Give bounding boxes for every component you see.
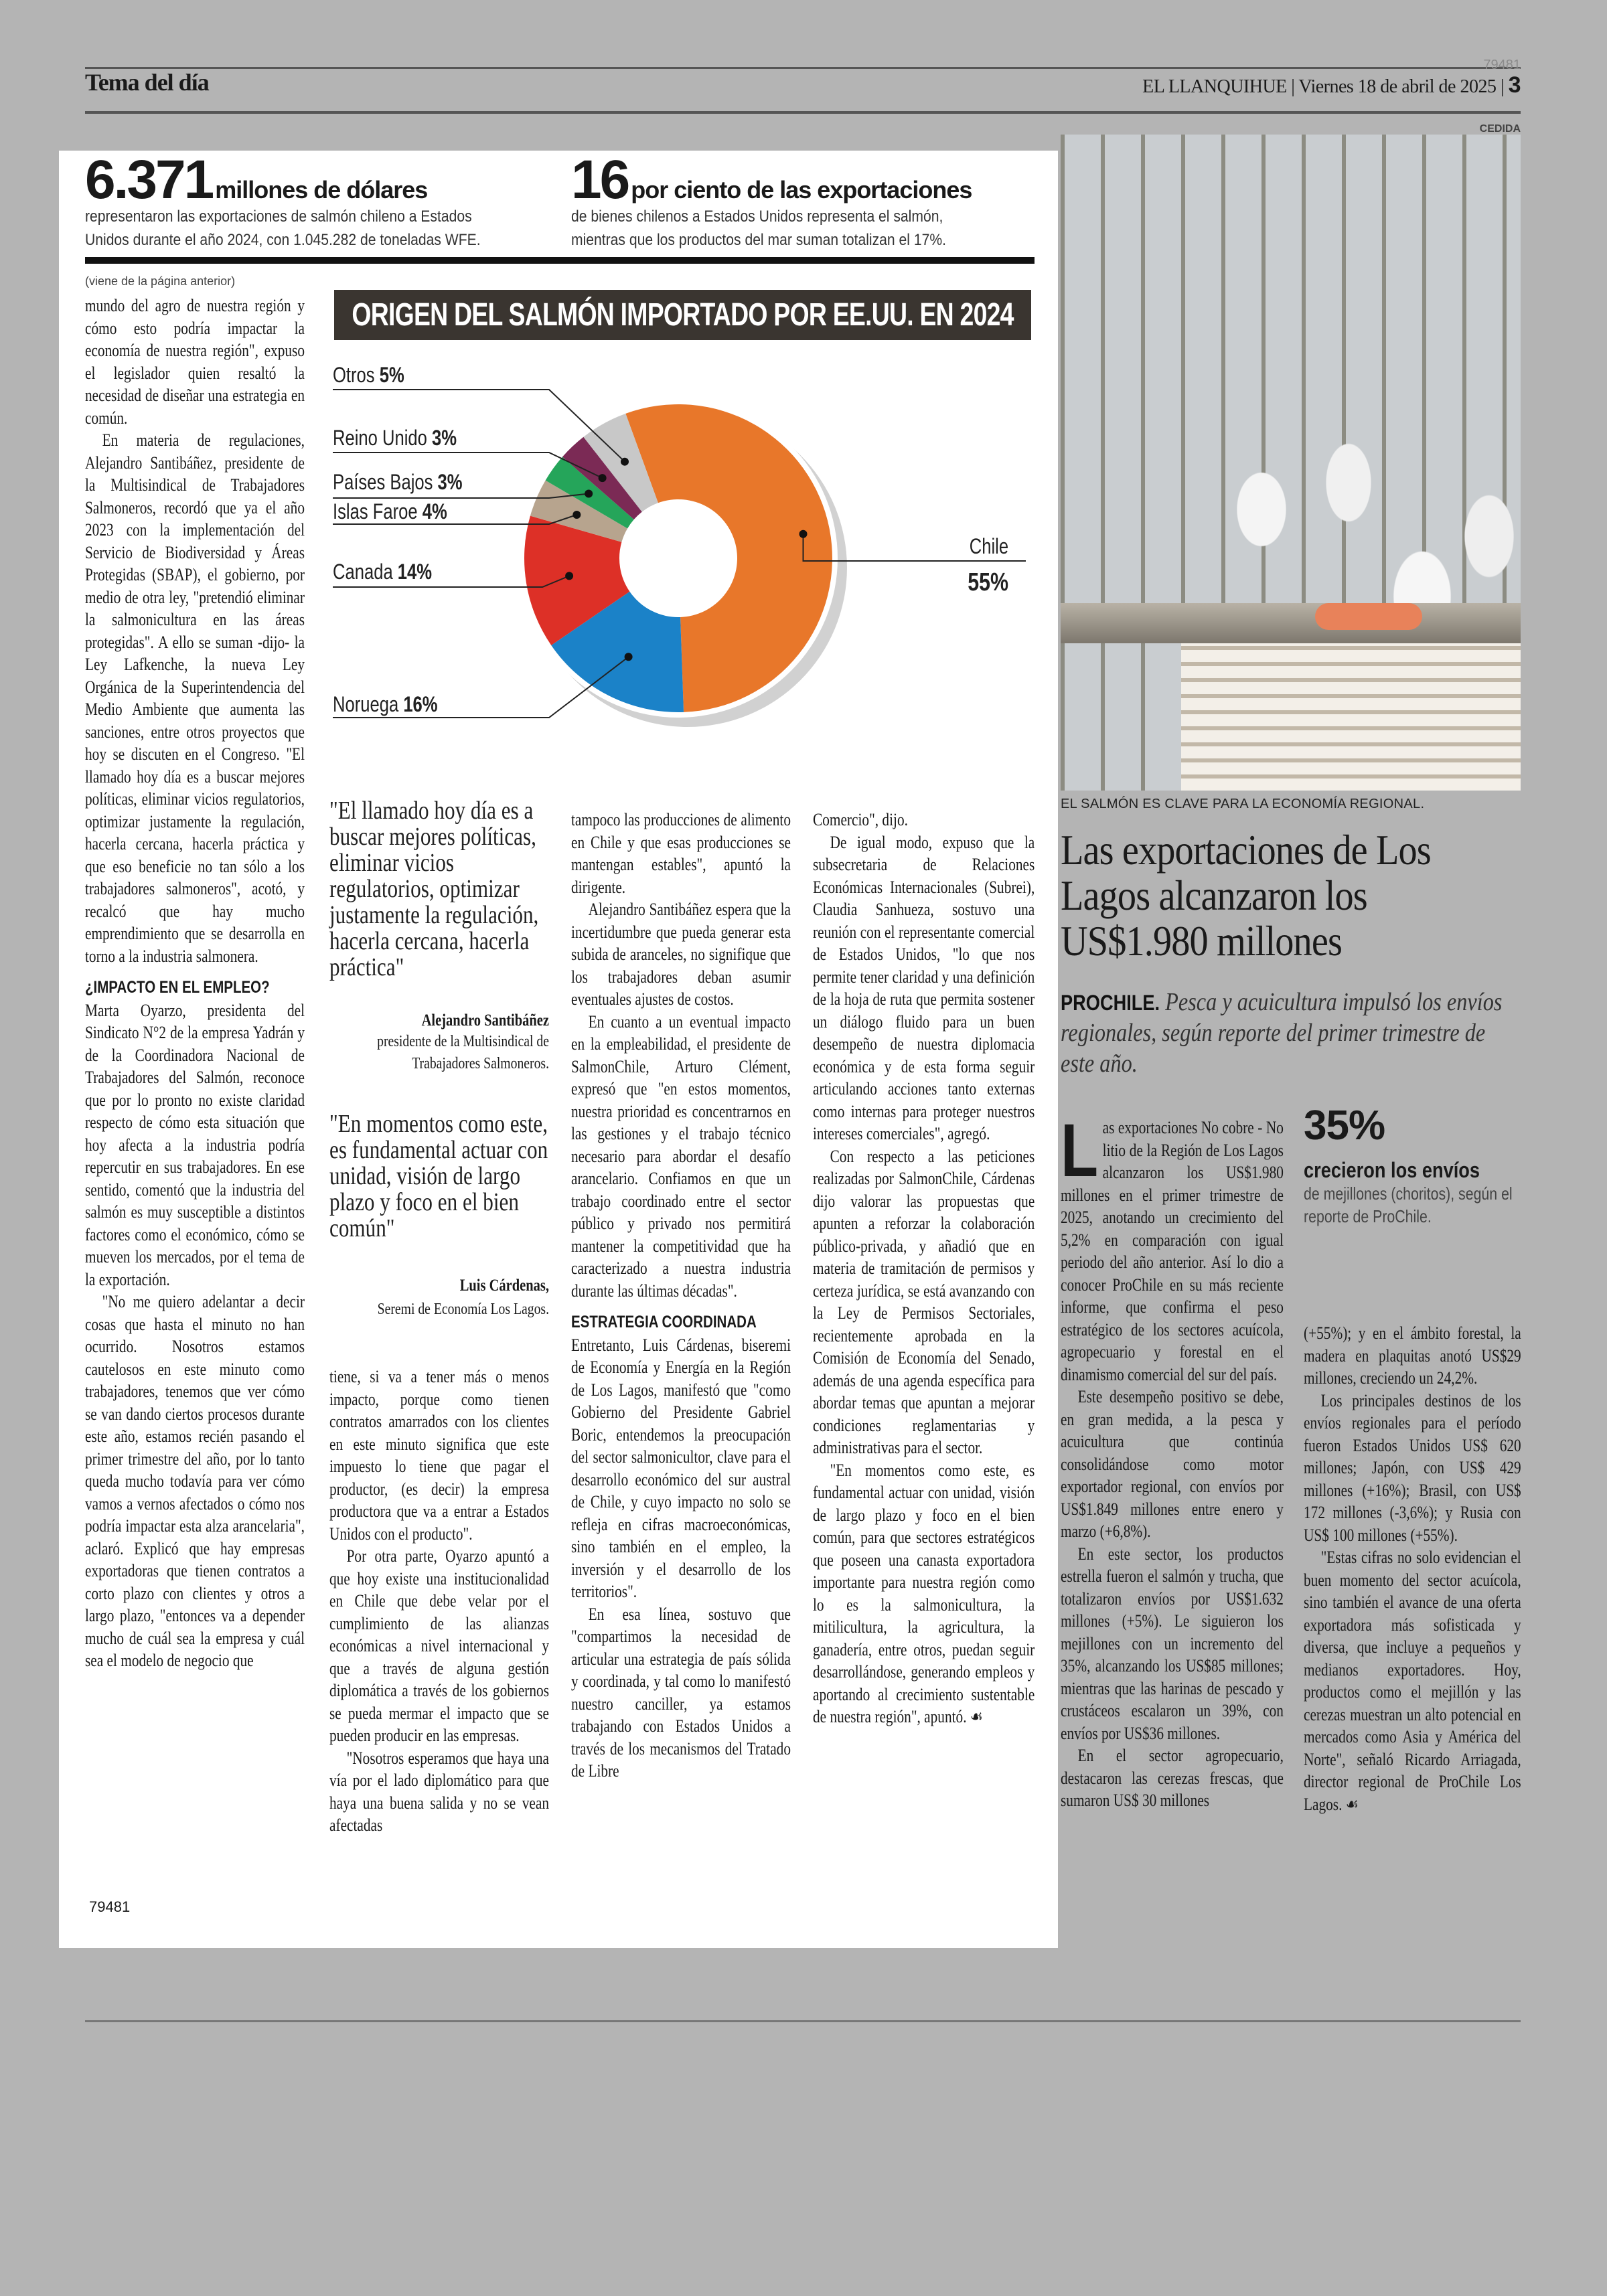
paragraph: mundo del agro de nuestra región y cómo esto podría impactar la economía de nuestra región", expuso el legislador quien resaltó la necesidad de diseñar una estrategia en común. — [85, 296, 305, 428]
chart-label-países-bajos — [333, 470, 463, 495]
chart-title-text: ORIGEN DEL SALMÓN IMPORTADO POR EE.UU. EN 2024 — [352, 297, 1014, 333]
donut-chart — [321, 348, 1045, 750]
footer-rule — [85, 2020, 1521, 2022]
side-headline: Las exportaciones de Los Lagos alcanzaron los US$1.980 millones — [1061, 826, 1431, 965]
page-code: 79481 — [1483, 58, 1521, 72]
label-category: Noruega — [333, 692, 404, 716]
header-bottom-rule — [85, 111, 1521, 114]
paragraph: (+55%); y en el ámbito forestal, la madera en plaquitas anotó US$29 millones, creciendo un 24,2%. — [1304, 1323, 1521, 1388]
photo-credit: CEDIDA — [1479, 123, 1521, 135]
stats-rule — [85, 257, 1035, 264]
stat-label: por ciento de las exportaciones — [631, 176, 972, 203]
article-column-2 — [329, 1366, 549, 1891]
paragraph: Marta Oyarzo, presidenta del Sindicato N°2 de la empresa Yadrán y de la Coordinadora Nacional de Trabajadores del Salmón, reconoce que por lo pronto no existe claridad respecto de cómo esta situación que hoy afecta a la industria podría repercutir en sus trabajadores. En ese sentido, comentó que la industria del salmón es muy susceptible a distintos factores como el económico, cómo se mueven los mercados, por el tema de la exportación. — [85, 1000, 305, 1289]
chart-label-reino-unido — [333, 426, 457, 450]
paragraph: "Estas cifras no solo evidencian el buen momento del sector acuícola, sino también el avance de una oferta exportadora más sofisticada y diversa, que incluye a pequeños y medianos exportadores. Hoy, productos como el mejillón y las cerezas muestran un alto potencial en mercados como Asia y América del Norte", señaló Ricardo Arriagada, director regional de ProChile Los Lagos. ☙ — [1304, 1548, 1521, 1814]
label-value: 16% — [403, 692, 438, 716]
chart-label-islas-faroe — [333, 499, 447, 524]
leader-dot — [599, 474, 607, 482]
paragraph: Este desempeño positivo se debe, en gran medida, a la pesca y acuicultura que continúa consolidándose como motor exportador regional, con envíos por US$1.849 millones entre enero y marzo (+6,8%). — [1061, 1387, 1284, 1541]
chart-label-noruega — [333, 692, 438, 717]
stat-number: 16 — [571, 149, 629, 210]
section-title: Tema del día — [85, 69, 209, 96]
leader-dot — [572, 511, 581, 519]
paragraph: "No me quiero adelantar a decir cosas que hasta el minuto no han ocurrido. Nosotros estamos cautelosos en este minuto como trabajadores, tenemos que ver cómo se van dando ciertos procesos durante este año, estamos recién pasando el primer trimestre del año, por lo tanto queda mucho todavía para ver cómo vamos a vernos afectados o cómo nos podría impactar esta alza arancelaria", aclaró. Explicó que hay empresas exportadoras que tienen contratos a corto plazo con clientes y otros a largo plazo, "entonces va a depender mucho de cuál sea la empresa y cuál sea el modelo de negocio que — [85, 1292, 305, 1670]
stat-description: representaron las exportaciones de salmón chileno a Estados Unidos durante el año 2024, con 1.045.282 de toneladas WFE. — [85, 208, 481, 249]
quote-author-role: Seremi de Economía Los Lagos. — [377, 1301, 549, 1318]
paragraph: as exportaciones No cobre - No litio de la Región de Los Lagos alcanzaron los US$1.980 millones en el primer trimestre de 2025, anotando un crecimiento del 5,2% en comparación con igual periodo del año anterior. Así lo dio a conocer ProChile en su más reciente informe, que confirma el peso estratégico de los sectores acuícola, agropecuario y forestal en el dinamismo comercial del sur del país. — [1061, 1118, 1284, 1384]
paragraph: En materia de regulaciones, Alejandro Santibáñez, presidente de la Multisindical de Trabajadores Salmoneros, recordó que ya el año 2023 con la implementación del Servicio de Biodiversidad y Áreas Protegidas (SBAP), el gobierno, por medio de otra ley, "pretendió eliminar la salmonicultura en las áreas protegidas". A ello se suman -dijo- la Ley Lafkenche, la nueva Ley Orgánica de la Superintendencia del Medio Ambiente que aumenta las sanciones, entre otros proyectos que hoy se discuten en el Congreso. "El llamado hoy día es a buscar mejores políticas, eliminar vicios regulatorios, optimizar justamente la regulación, hacerla cercana, hacerla práctica y que eso beneficie no tan sólo a los trabajadores salmoneros", acotó, y recalcó que hay mucho emprendimiento que se desarrolla en torno a la industria salmonera. — [85, 430, 305, 966]
paragraph: Entretanto, Luis Cárdenas, biseremi de Economía y Energía en la Región de Los Lagos, manifestó que "como Gobierno del Presidente Gabriel Boric, entendemos la preocupación del sector salmonicultor, clave para el desarrollo económico del sur austral de Chile, y cuyo impacto no solo se refleja en cifras macroeconómicas, sino también en el empleo, la inversión y el desarrollo de los territorios". — [571, 1335, 791, 1601]
chart-label-otros — [333, 363, 404, 388]
paragraph: En cuanto a un eventual impacto en la empleabilidad, el presidente de SalmonChile, Arturo Clément, expresó que "en estos momentos, nuestra prioridad es concentrarnos en las gestiones y el trabajo técnico necesario para abordar el desafío arancelario. Confiamos en que un trabajo coordinado entre el sector público y privado nos permitirá mantener la competitividad que ha caracterizado a nuestra industria durante las últimas décadas". — [571, 1011, 791, 1301]
pull-quote-2: "En momentos como este, es fundamental actuar con unidad, visión de largo plazo y foco en el bien común" — [329, 1110, 548, 1242]
paragraph: En este sector, los productos estrella fueron el salmón y trucha, que totalizaron envíos por US$1.632 millones (+5%). Le siguieron los mejillones con un incremento del 35%, alcanzando los US$85 millones; mientras que las harinas de pescado y crustáceos escalaron un 39%, con envíos por US$36 millones. — [1061, 1544, 1284, 1743]
chart-label-chile — [968, 534, 1008, 597]
article-code: 79481 — [89, 1898, 131, 1915]
label-category: Países Bajos — [333, 470, 438, 494]
article-column-3 — [571, 809, 791, 1891]
leader-dot — [621, 458, 629, 466]
side-stat-description: de mejillones (choritos), según el reporte de ProChile. — [1304, 1183, 1513, 1226]
label-category: Islas Faroe — [333, 499, 423, 523]
paragraph: tiene, si va a tener más o menos impacto, porque como tienen contratos amarrados con los clientes en este minuto significa que este impuesto lo tiene que pagar el productor, (es decir) la empresa productora que va a entrar a Estados Unidos con el producto". — [329, 1367, 549, 1544]
continued-note: (viene de la página anterior) — [85, 274, 236, 288]
paragraph: Alejandro Santibáñez espera que la incertidumbre que pueda generar esta subida de aranceles, no signifique que los trabajadores deban asumir eventuales ajustes de costos. — [571, 900, 791, 1009]
article-column-1 — [85, 295, 305, 1891]
label-value: 5% — [379, 363, 404, 387]
salmon-processing-photo — [1061, 135, 1521, 791]
page-number: 3 — [1508, 72, 1521, 98]
photo-conveyor — [1061, 603, 1521, 643]
photo-crates — [1181, 643, 1521, 791]
header-top-rule — [85, 67, 1521, 69]
chart-label-canada — [333, 560, 432, 584]
chart-title — [334, 290, 1031, 340]
publication-name: EL LLANQUIHUE — [1142, 76, 1287, 97]
paragraph: Con respecto a las peticiones realizadas por SalmonChile, Cárdenas dijo valorar las propuestas que apunten a reforzar la colaboración público-privada, y añadió que en materia de tramitación de permisos y certeza jurídica, se está avanzando con la Ley de Permisos Sectoriales, recientemente aprobada en la Comisión de Economía del Senado, además de una agenda específica para abordar temas que apuntan a mejorar condiciones reglamentarias y administrativas para el sector. — [813, 1146, 1035, 1457]
quote-author: Alejandro Santibáñez — [421, 1011, 549, 1030]
leader-dot — [565, 572, 573, 580]
subheading-estrategia: ESTRATEGIA COORDINADA — [571, 1313, 757, 1331]
side-column-2 — [1304, 1322, 1521, 1893]
publication-date: Viernes 18 de abril de 2025 — [1298, 76, 1497, 97]
photo-caption: EL SALMÓN ES CLAVE PARA LA ECONOMÍA REGIONAL. — [1061, 797, 1425, 811]
label-value: 4% — [422, 499, 447, 523]
quote-author: Luis Cárdenas, — [459, 1277, 549, 1295]
subheading-impacto: ¿IMPACTO EN EL EMPLEO? — [85, 978, 270, 997]
paragraph: En esa línea, sostuvo que "compartimos la necesidad de articular una estrategia de país sólida y coordinada, y tal como lo manifestó nuestro canciller, ya estamos trabajando con Estados Unidos a través de los mecanismos del Tratado de Libre — [571, 1604, 791, 1781]
kicker: PROCHILE. — [1061, 991, 1160, 1015]
paragraph: "En momentos como este, es fundamental actuar con unidad, visión de largo plazo y foco en el bien común, para que sectores estratégicos que poseen una canasta exportadora importante para nuestra región como lo es la salmonicultura, la mitilicultura, la agricultura, la ganadería, entre otros, puedan seguir desarrollándose, generando empleos y aportando al crecimiento sustentable de nuestra región", apuntó. ☙ — [813, 1460, 1035, 1726]
paragraph: tampoco las producciones de alimento en Chile y que esas producciones se mantengan estables", apuntó la dirigente. — [571, 810, 791, 897]
label-category: Canada — [333, 560, 398, 584]
label-category: Chile — [969, 534, 1009, 558]
masthead-info: EL LLANQUIHUE | Viernes 18 de abril de 2025 | 3 — [1142, 72, 1521, 98]
label-category: Reino Unido — [333, 426, 432, 450]
paragraph: En el sector agropecuario, destacaron las cerezas frescas, que sumaron US$ 30 millones — [1061, 1746, 1284, 1810]
stat-description: de bienes chilenos a Estados Unidos representa el salmón, mientras que los productos del mar suman totalizan el 17%. — [571, 208, 946, 249]
leader-dot — [799, 530, 808, 538]
paragraph: "Nosotros esperamos que haya una vía por el lado diplomático para que haya una buena salida y no se vean afectadas — [329, 1748, 549, 1835]
label-value: 3% — [437, 470, 463, 494]
stat-block-1 — [85, 149, 428, 210]
photo-salmon — [1315, 603, 1422, 630]
side-stat-label: crecieron los envíos — [1304, 1158, 1480, 1182]
deck-text: Pesca y acuicultura impulsó los envíos regionales, según reporte del primer trimestre de este año. — [1061, 988, 1503, 1078]
side-column-1 — [1061, 1117, 1284, 1893]
label-category: Otros — [333, 363, 380, 387]
label-value: 14% — [397, 560, 433, 584]
side-deck — [1061, 987, 1522, 1079]
pull-quote-1: "El llamado hoy día es a buscar mejores políticas, eliminar vicios regulatorios, optimizar justamente la regulación, hacerla cercana, hacerla práctica" — [329, 797, 539, 981]
drop-cap: L — [1061, 1117, 1099, 1192]
leader-dot — [625, 653, 633, 661]
paragraph: Por otra parte, Oyarzo apuntó a que hoy existe una institucionalidad en Chile que debe velar por el cumplimiento de las alianzas económicas a nivel internacional y que a través de alguna gestión diplomática a través de los gobiernos se pueda mermar el impacto que se pueden producir en las empresas. — [329, 1546, 549, 1745]
stat-label: millones de dólares — [215, 176, 428, 203]
quote-author-role: presidente de la Multisindical de Trabajadores Salmoneros. — [377, 1033, 549, 1072]
article-column-4 — [813, 809, 1035, 1891]
leader-dot — [585, 489, 593, 497]
label-value: 55% — [968, 568, 1009, 596]
stat-block-2 — [571, 149, 972, 210]
label-value: 3% — [432, 426, 457, 450]
paragraph: De igual modo, expuso que la subsecretaria de Relaciones Económicas Internacionales (Subrei), Claudia Sanhueza, sostuvo una reunión con el representante comercial de Estados Unidos, "lo que nos permite tener claridad y una definición de la hoja de ruta que permita sostener un diálogo fluido para un buen desempeño de nuestra diplomacia económica y de esta forma seguir articulando acciones tanto externas como internas para proteger nuestros intereses comerciales", agregó. — [813, 832, 1035, 1143]
side-stat-number: 35% — [1304, 1102, 1385, 1149]
stat-number: 6.371 — [85, 149, 213, 210]
paragraph: Comercio", dijo. — [813, 810, 908, 829]
paragraph: Los principales destinos de los envíos regionales para el período fueron Estados Unidos US$ 620 millones; Japón, con US$ 429 millones (+16%); Brasil, con US$ 172 millones (-3,6%); y Rusia con US$ 100 millones (+55%). — [1304, 1390, 1521, 1545]
